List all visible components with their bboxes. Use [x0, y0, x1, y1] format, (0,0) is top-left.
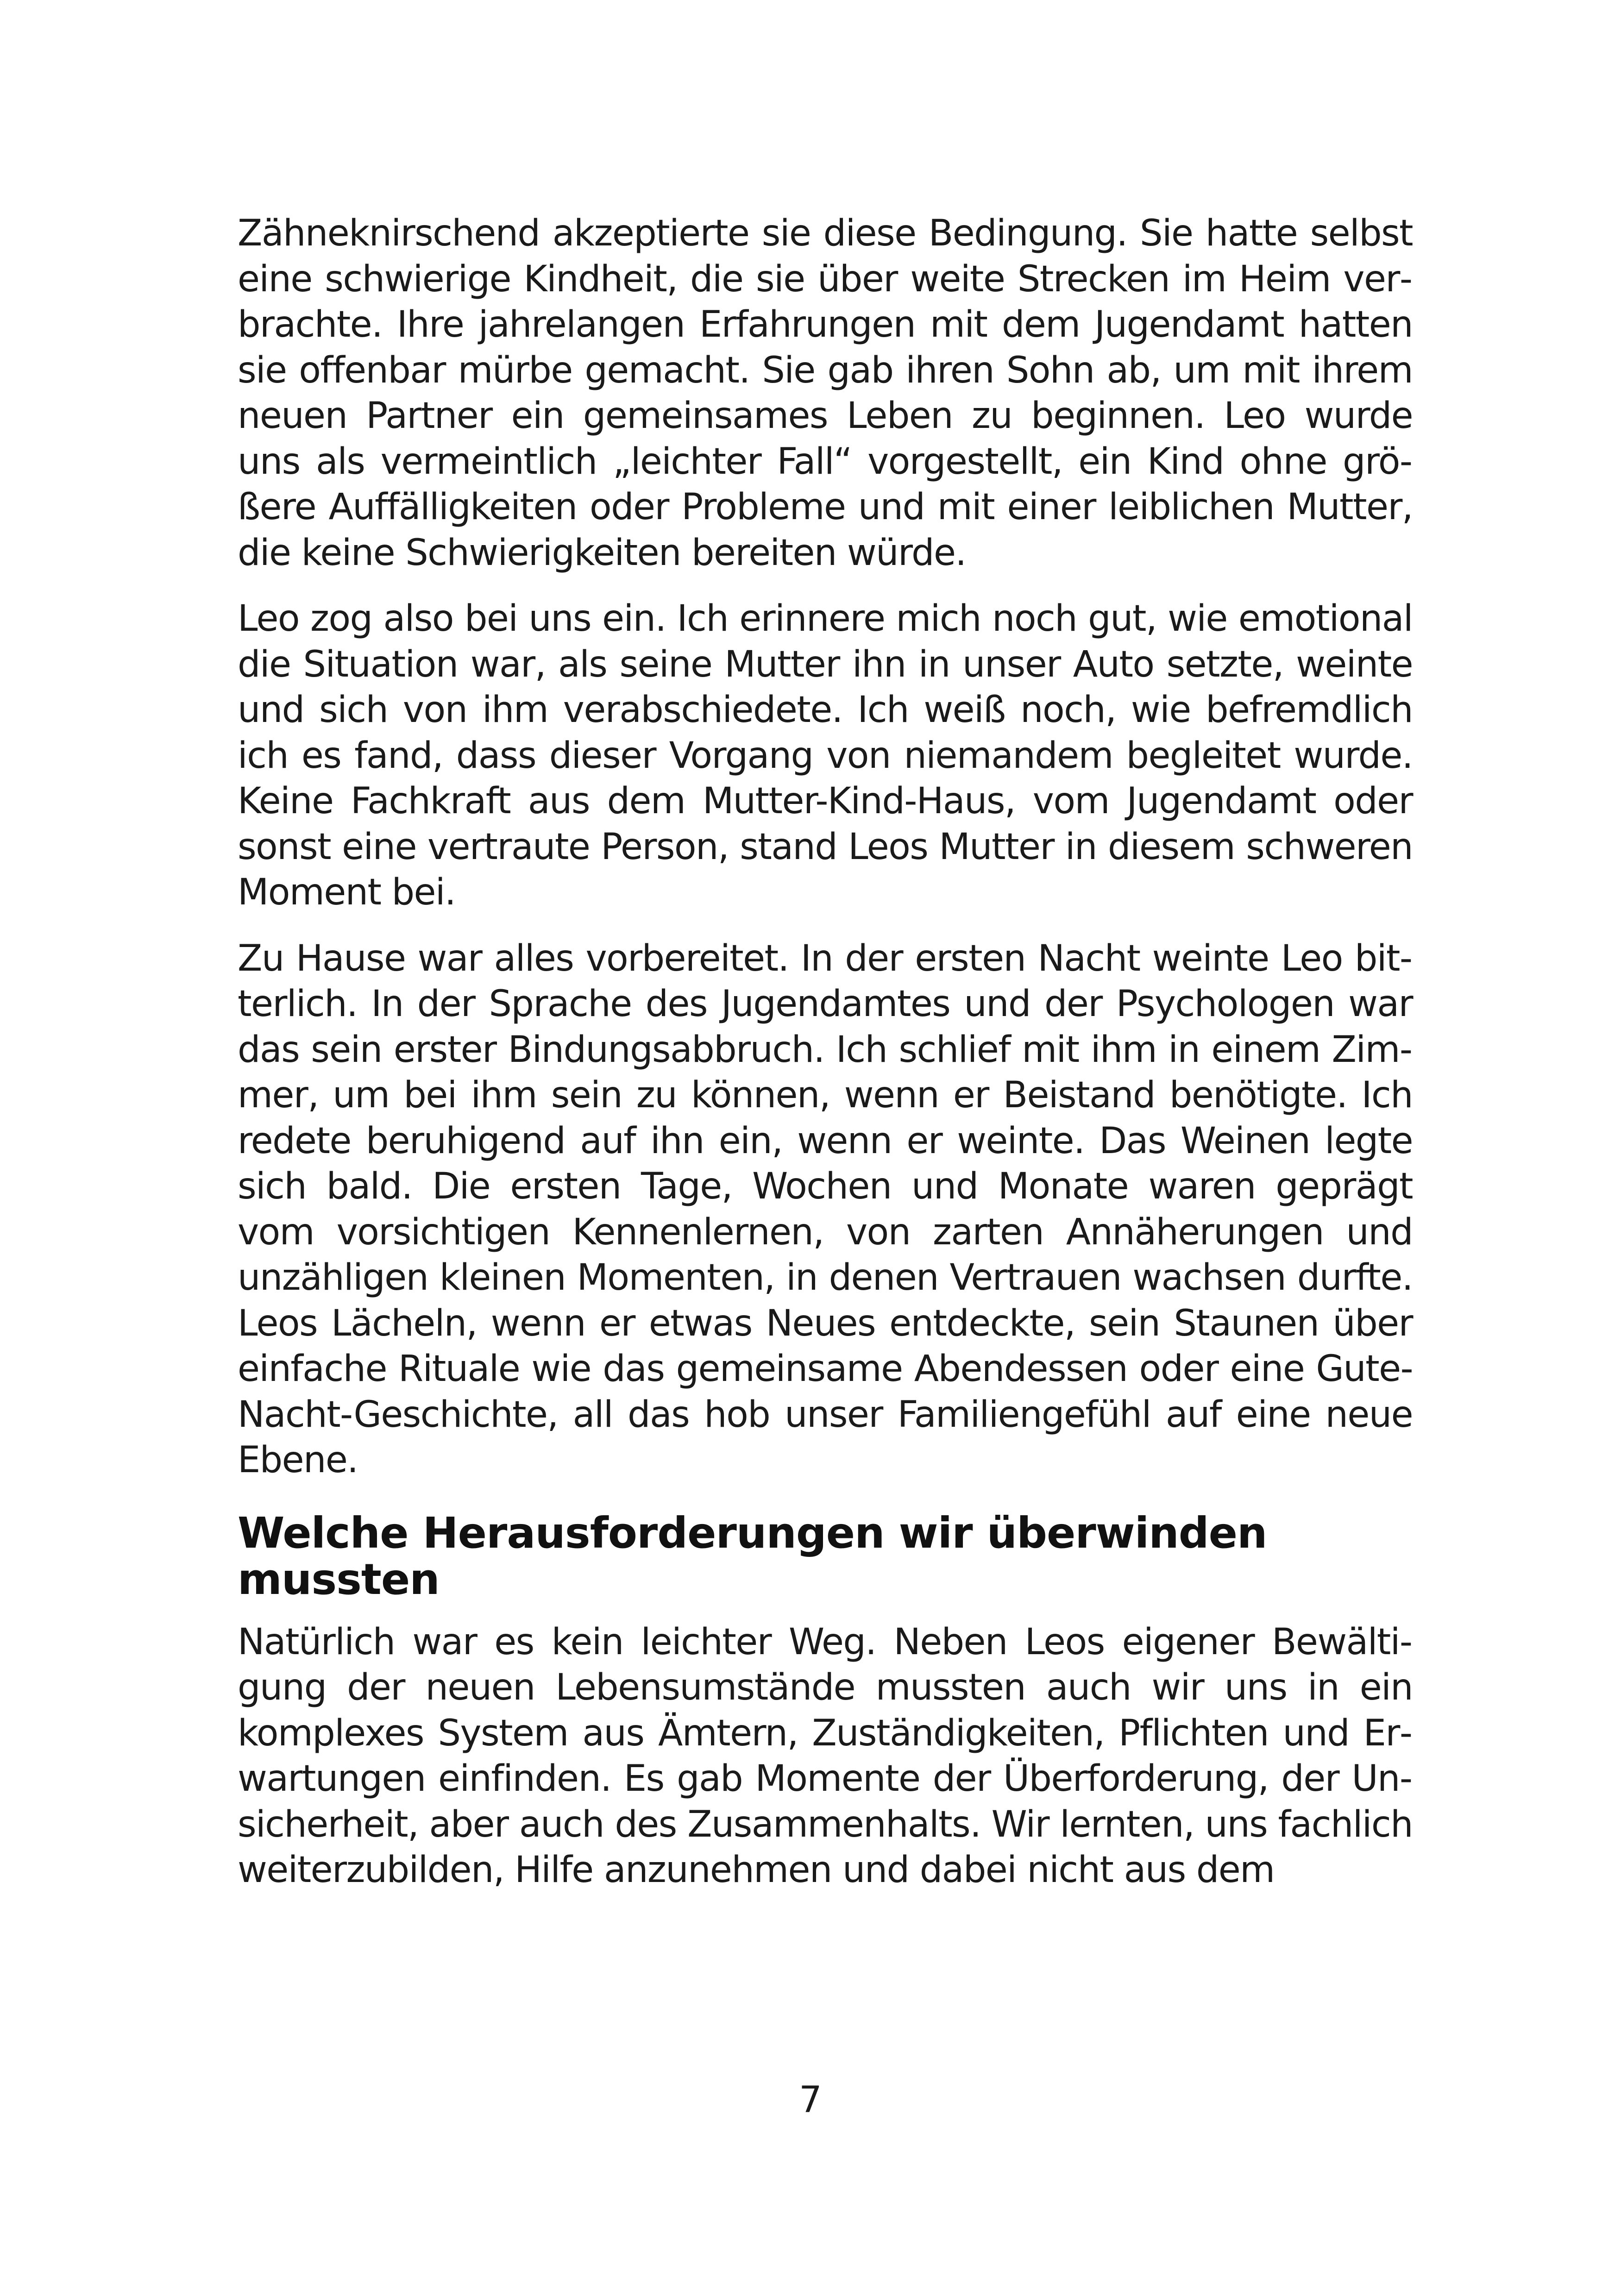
section-heading: Welche Herausforderungen wir überwinden mussten [238, 1508, 1267, 1604]
paragraph: Natürlich war es kein leichter Weg. Neben Leos eigener Bewältigung der neuen Lebensumstände mussten auch wir uns in ein komplexes System aus Ämtern, Zuständigkeiten, Pflichten und Erwartungen einfinden. Es gab Momente der Überforderung, der Unsicherheit, aber auch des Zusammenhalts. Wir lernten, uns fachlich weiterzubilden, Hilfe anzunehmen und dabei nicht aus dem [238, 1621, 1413, 1891]
page-number: 7 [799, 2079, 822, 2121]
body-text [238, 211, 1413, 1893]
paragraph: Zu Hause war alles vorbereitet. In der ersten Nacht weinte Leo bitterlich. In der Sprache des Jugendamtes und der Psychologen war das sein erster Bindungsabbruch. Ich schlief mit ihm in einem Zimmer, um bei ihm sein zu können, wenn er Beistand benötigte. Ich redete beruhigend auf ihn ein, wenn er weinte. Das Weinen legte sich bald. Die ersten Tage, Wochen und Monate waren geprägt vom vorsichtigen Kennenlernen, von zarten Annäherungen und unzähligen kleinen Momenten, in denen Vertrauen wachsen durfte. Leos Lächeln, wenn er etwas Neues entdeckte, sein Staunen über einfache Rituale wie das gemeinsame Abendessen oder eine Gute-Nacht-Geschichte, all das hob unser Familiengefühl auf eine neue Ebene. [238, 937, 1413, 1481]
paragraph: Leo zog also bei uns ein. Ich erinnere mich noch gut, wie emotional die Situation war, als seine Mutter ihn in unser Auto setzte, weinte und sich von ihm verabschiedete. Ich weiß noch, wie befremdlich ich es fand, dass dieser Vorgang von niemandem begleitet wurde. Keine Fachkraft aus dem Mutter-Kind-Haus, vom Jugendamt oder sonst eine vertraute Person, stand Leos Mutter in diesem schweren Moment bei. [238, 598, 1413, 913]
paragraph: Zähneknirschend akzeptierte sie diese Bedingung. Sie hatte selbst eine schwierige Kindheit, die sie über weite Strecken im Heim verbrachte. Ihre jahrelangen Erfahrungen mit dem Jugendamt hatten sie offenbar mürbe gemacht. Sie gab ihren Sohn ab, um mit ihrem neuen Partner ein gemeinsames Leben zu beginnen. Leo wurde uns als vermeintlich „leichter Fall“ vorgestellt, ein Kind ohne größere Auffälligkeiten oder Probleme und mit einer leiblichen Mutter, die keine Schwierigkeiten bereiten würde. [238, 213, 1413, 574]
